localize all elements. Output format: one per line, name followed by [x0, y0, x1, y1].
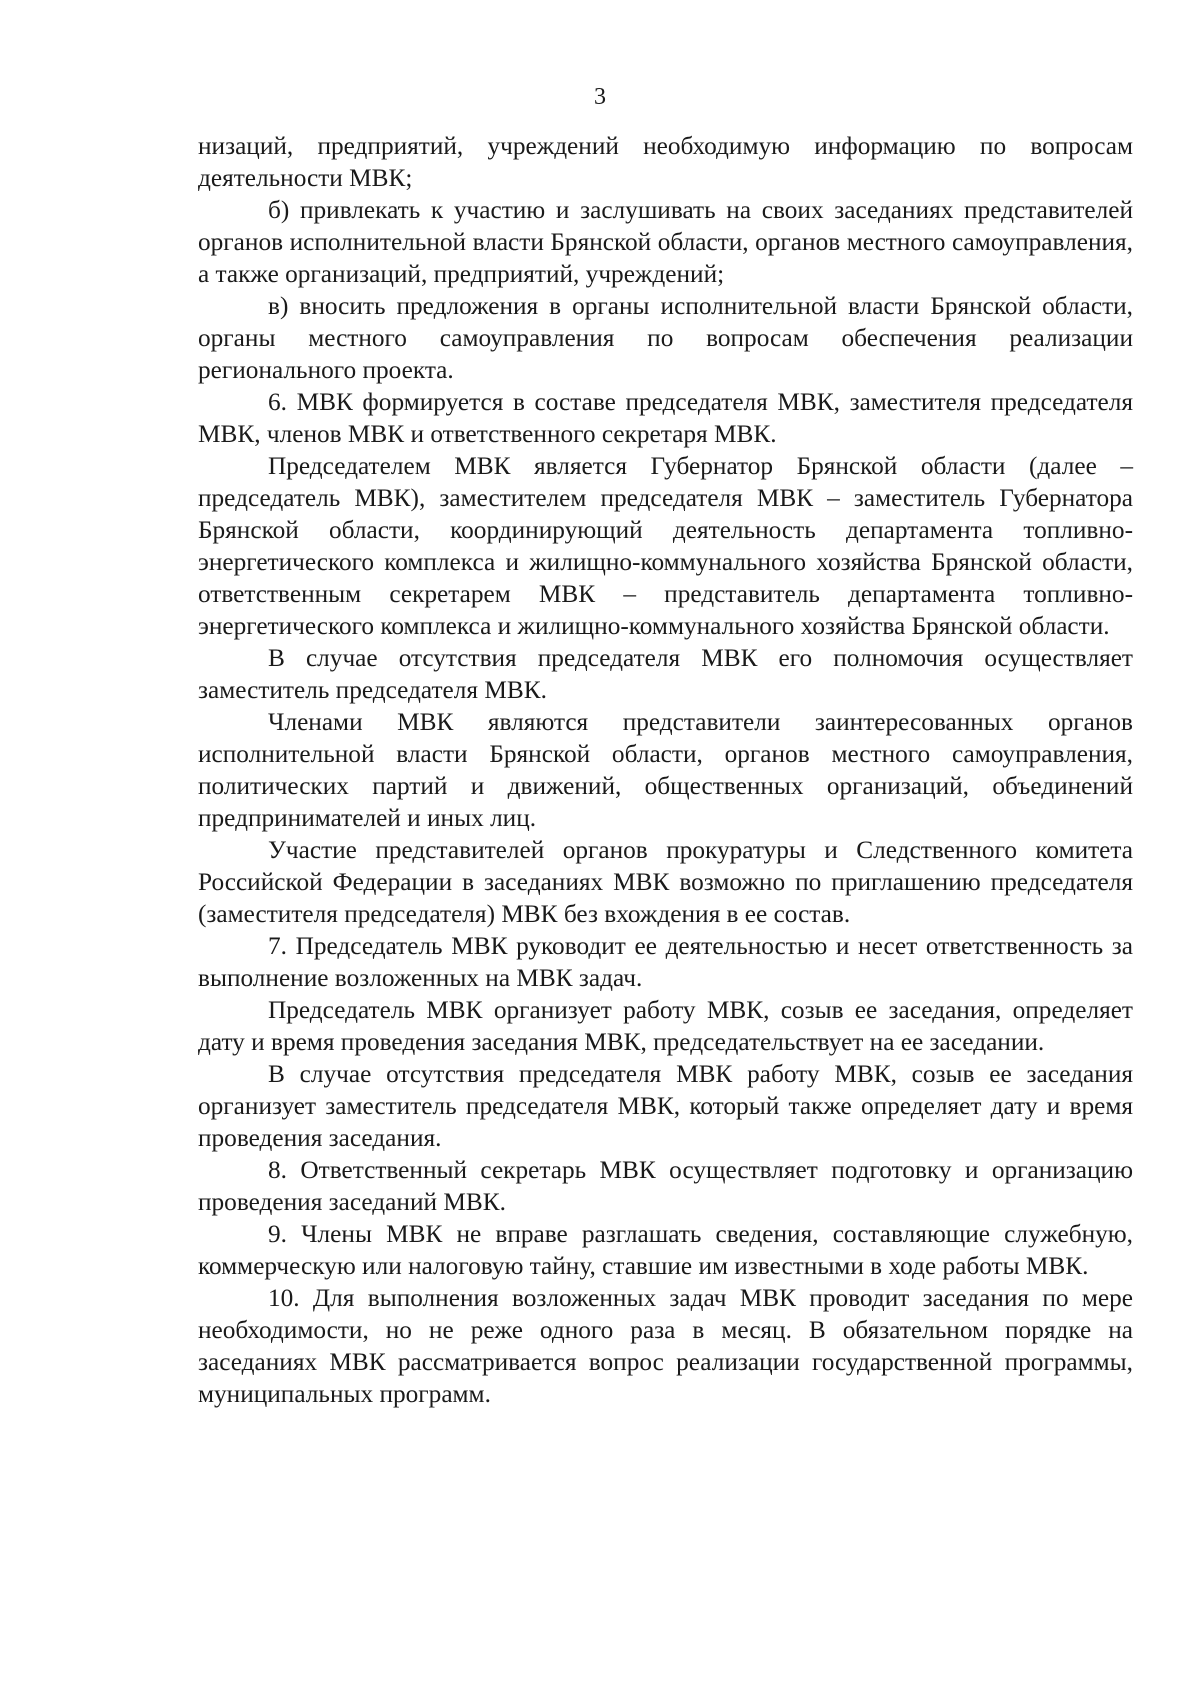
- page-number: 3: [594, 84, 606, 110]
- paragraph-section-6: 6. МВК формируется в составе председателя МВК, заместителя председателя МВК, членов МВК и ответственного секретаря МВК.: [198, 388, 1133, 448]
- paragraph-section-9: 9. Члены МВК не вправе разглашать сведения, составляющие служебную, коммерческую или налоговую тайну, ставшие им известными в ходе работы МВК.: [198, 1220, 1133, 1280]
- document-body: [198, 130, 1133, 1410]
- paragraph-continuation: низаций, предприятий, учреждений необходимую информацию по вопросам деятельности МВК;: [198, 132, 1133, 192]
- paragraph-section-7: 7. Председатель МВК руководит ее деятельностью и несет ответственность за выполнение возложенных на МВК задач.: [198, 932, 1133, 992]
- paragraph-section-8: 8. Ответственный секретарь МВК осуществляет подготовку и организацию проведения заседаний МВК.: [198, 1156, 1133, 1216]
- paragraph-members: Членами МВК являются представители заинтересованных органов исполнительной власти Брянской области, органов местного самоуправления, политических партий и движений, общественных организаций, объединений предпринимателей и иных лиц.: [198, 708, 1133, 832]
- paragraph-item-b: б) привлекать к участию и заслушивать на своих заседаниях представителей органов исполнительной власти Брянской области, органов местного самоуправления, а также организаций, предприятий, учреждений;: [198, 196, 1133, 288]
- paragraph-item-v: в) вносить предложения в органы исполнительной власти Брянской области, органы местного самоуправления по вопросам обеспечения реализации регионального проекта.: [198, 292, 1133, 384]
- paragraph-deputy-organizes: В случае отсутствия председателя МВК работу МВК, созыв ее заседания организует заместитель председателя МВК, который также определяет дату и время проведения заседания.: [198, 1060, 1133, 1152]
- paragraph-chairman-organizes: Председатель МВК организует работу МВК, созыв ее заседания, определяет дату и время проведения заседания МВК, председательствует на ее заседании.: [198, 996, 1133, 1056]
- paragraph-section-10: 10. Для выполнения возложенных задач МВК проводит заседания по мере необходимости, но не реже одного раза в месяц. В обязательном порядке на заседаниях МВК рассматривается вопрос реализации государственной программы, муниципальных программ.: [198, 1284, 1133, 1408]
- paragraph-chairman-absence: В случае отсутствия председателя МВК его полномочия осуществляет заместитель председателя МВК.: [198, 644, 1133, 704]
- paragraph-chairman: Председателем МВК является Губернатор Брянской области (далее – председатель МВК), заместителем председателя МВК – заместитель Губернатора Брянской области, координирующий деятельность департамента топливно-энергетического комплекса и жилищно-коммунального хозяйства Брянской области, ответственным секретарем МВК – представитель департамента топливно-энергетического комплекса и жилищно-коммунального хозяйства Брянской области.: [198, 452, 1133, 640]
- paragraph-prosecutors: Участие представителей органов прокуратуры и Следственного комитета Российской Федерации в заседаниях МВК возможно по приглашению председателя (заместителя председателя) МВК без вхождения в ее состав.: [198, 836, 1133, 928]
